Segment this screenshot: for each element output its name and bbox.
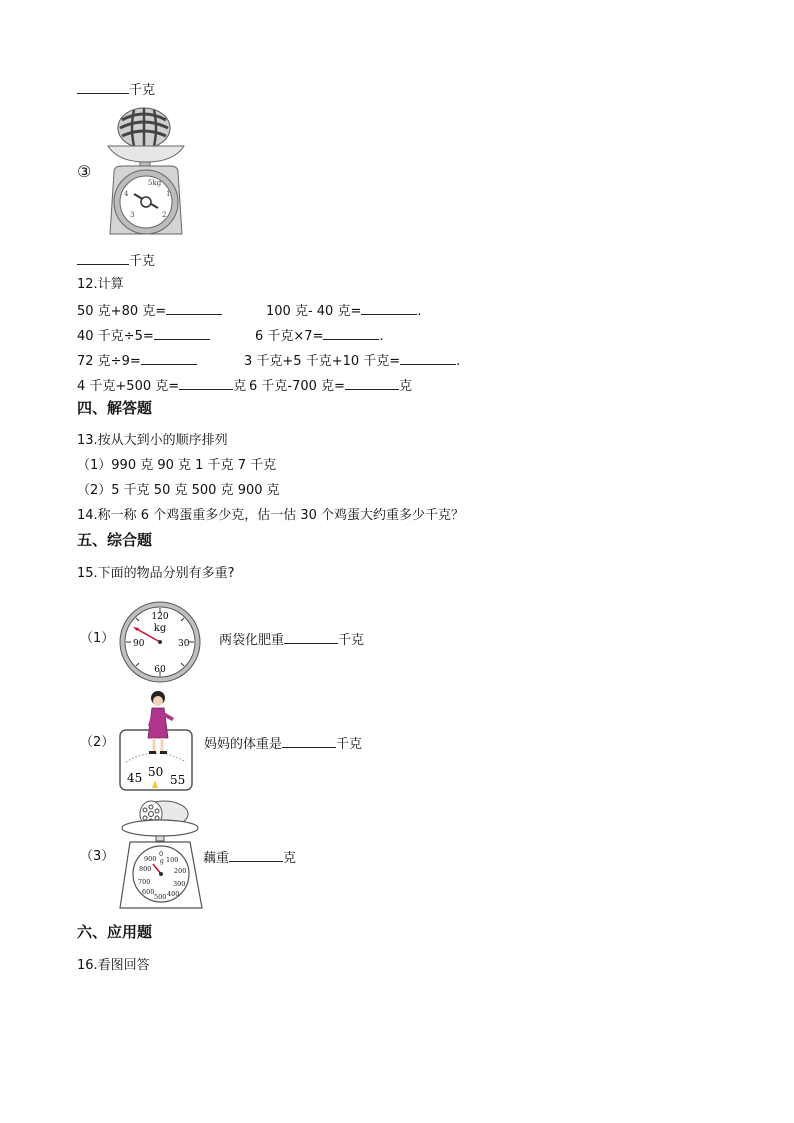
answer-blank[interactable] bbox=[345, 377, 399, 390]
dial-number: 300 bbox=[173, 880, 186, 888]
answer-blank[interactable] bbox=[77, 252, 129, 265]
expression: 6 千克×7= bbox=[255, 329, 324, 344]
expression: 4 千克+500 克= bbox=[77, 379, 180, 394]
unit-label: 千克 bbox=[129, 83, 156, 98]
answer-blank[interactable] bbox=[229, 849, 283, 862]
answer-blank[interactable] bbox=[77, 81, 129, 94]
question-15-line-3 bbox=[203, 849, 296, 867]
calc-row-3-left bbox=[77, 352, 197, 370]
question-15-title: 15.下面的物品分别有多重? bbox=[77, 566, 235, 581]
answer-blank[interactable] bbox=[361, 302, 417, 315]
dial-number: 45 bbox=[127, 771, 143, 785]
unit-label: 千克 bbox=[336, 737, 363, 752]
section-heading-5: 五、综合题 bbox=[77, 531, 153, 549]
dial-number: 55 bbox=[170, 773, 186, 787]
question-13-item-2: （2）5 千克 50 克 500 克 900 克 bbox=[77, 483, 280, 498]
calc-row-4-right bbox=[249, 377, 412, 395]
tail-mark: . bbox=[417, 304, 422, 319]
section-heading-4: 四、解答题 bbox=[77, 399, 153, 417]
answer-blank[interactable] bbox=[400, 352, 456, 365]
item-text: 妈妈的体重是 bbox=[204, 737, 283, 752]
dial-number: 2 bbox=[162, 211, 167, 219]
expression: 72 克÷9= bbox=[77, 354, 141, 369]
unit-label: 千克 bbox=[129, 254, 156, 269]
item-index: （2） bbox=[80, 735, 115, 750]
dial-number: 700 bbox=[138, 878, 151, 886]
answer-blank[interactable] bbox=[154, 327, 210, 340]
kitchen-scale-watermelon-image bbox=[104, 106, 188, 240]
dial-number: 500 bbox=[154, 893, 167, 901]
dial-unit: g bbox=[160, 858, 164, 865]
unit-label: 千克 bbox=[338, 633, 365, 648]
calc-row-1-right bbox=[266, 302, 421, 320]
dial-number: 30 bbox=[178, 639, 190, 649]
dial-number: 4 bbox=[124, 190, 129, 198]
question-13-title: 13.按从大到小的顺序排列 bbox=[77, 433, 228, 448]
dial-number: 900 bbox=[144, 855, 157, 863]
expression: 3 千克+5 千克+10 千克= bbox=[244, 354, 401, 369]
item-marker: ③ bbox=[77, 162, 92, 181]
dial-number: 90 bbox=[133, 639, 145, 649]
calc-row-2-left bbox=[77, 327, 210, 345]
question-15-line-1 bbox=[219, 631, 364, 649]
mother-on-bathroom-scale-image bbox=[118, 688, 194, 792]
dial-number: 400 bbox=[167, 890, 180, 898]
expression: 50 克+80 克= bbox=[77, 304, 167, 319]
dial-number: 1 bbox=[166, 190, 171, 198]
dial-number: 50 bbox=[148, 765, 164, 779]
expression: 6 千克-700 克= bbox=[249, 379, 345, 394]
unit-label: 克 bbox=[283, 851, 297, 866]
unit-label: 克 bbox=[398, 379, 412, 394]
item-index: （3） bbox=[80, 849, 115, 864]
dial-number: 800 bbox=[139, 865, 152, 873]
item-text: 藕重 bbox=[203, 851, 230, 866]
calc-row-2-right bbox=[255, 327, 384, 345]
expression: 100 克- 40 克= bbox=[266, 304, 362, 319]
question-16-title: 16.看图回答 bbox=[77, 958, 150, 973]
tail-mark: . bbox=[456, 354, 461, 369]
unit-label: 克 bbox=[233, 379, 247, 394]
question-12-title: 12.计算 bbox=[77, 277, 124, 292]
calc-row-4-left bbox=[77, 377, 246, 395]
question-15-line-2 bbox=[204, 735, 362, 753]
answer-blank[interactable] bbox=[323, 327, 379, 340]
dial-number: 600 bbox=[142, 888, 155, 896]
lotus-root-scale-image bbox=[118, 798, 204, 912]
tail-mark: . bbox=[379, 329, 384, 344]
fertilizer-scale-dial-image bbox=[118, 600, 202, 684]
answer-blank[interactable] bbox=[141, 352, 197, 365]
item-text: 两袋化肥重 bbox=[219, 633, 285, 648]
dial-unit: kg bbox=[153, 623, 167, 634]
answer-blank[interactable] bbox=[284, 631, 338, 644]
answer-blank[interactable] bbox=[166, 302, 222, 315]
calc-row-3-right bbox=[244, 352, 460, 370]
answer-blank[interactable] bbox=[179, 377, 233, 390]
dial-number: 0 bbox=[159, 850, 164, 858]
answer-line-top bbox=[77, 81, 155, 99]
question-14-title: 14.称一称 6 个鸡蛋重多少克，估一估 30 个鸡蛋大约重多少千克？ bbox=[77, 508, 465, 523]
dial-number: 200 bbox=[174, 867, 187, 875]
dial-number: 120 bbox=[151, 612, 169, 622]
section-heading-6: 六、应用题 bbox=[77, 923, 153, 941]
answer-line-item3 bbox=[77, 252, 155, 270]
dial-unit: 5kg bbox=[148, 179, 162, 187]
answer-blank[interactable] bbox=[282, 735, 336, 748]
calc-row-1-left bbox=[77, 302, 222, 320]
item-index: （1） bbox=[80, 631, 115, 646]
question-13-item-1: （1）990 克 90 克 1 千克 7 千克 bbox=[77, 458, 277, 473]
expression: 40 千克÷5= bbox=[77, 329, 154, 344]
dial-number: 3 bbox=[130, 211, 135, 219]
dial-number: 60 bbox=[154, 665, 166, 675]
dial-number: 100 bbox=[166, 856, 179, 864]
